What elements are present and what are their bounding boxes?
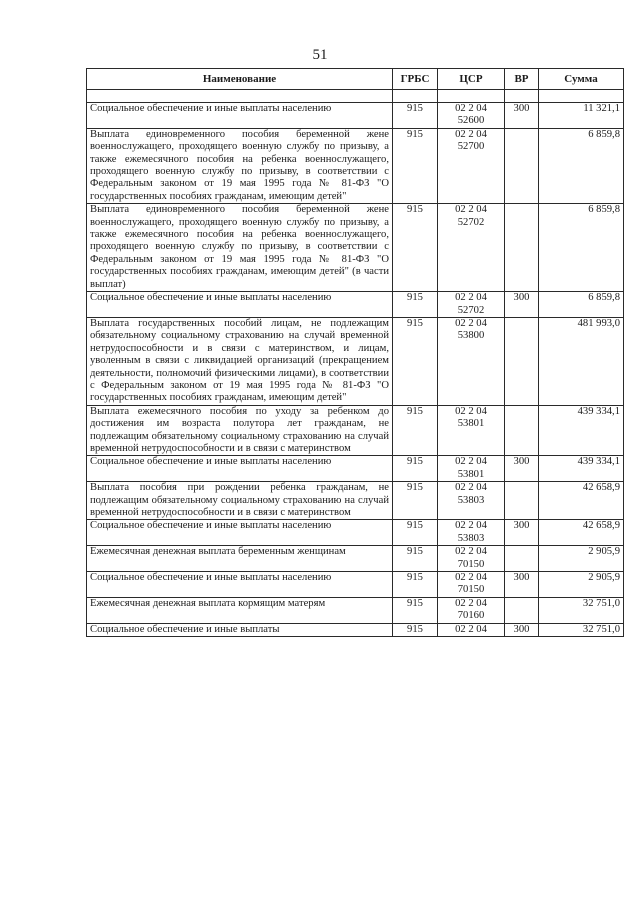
cell-csr: 02 2 04 53801: [438, 405, 505, 456]
cell-vr: [505, 405, 539, 456]
cell-name: Социальное обеспечение и иные выплаты населению: [87, 292, 393, 318]
cell-grbs: 915: [393, 456, 438, 482]
cell-name: Ежемесячная денежная выплата беременным женщинам: [87, 546, 393, 572]
cell-csr: 02 2 04 52700: [438, 128, 505, 203]
cell-vr: [505, 546, 539, 572]
table-body: [87, 90, 624, 637]
cell-vr: [505, 597, 539, 623]
table-row: [87, 292, 624, 318]
table-row: [87, 103, 624, 129]
cell-grbs: 915: [393, 405, 438, 456]
cell-grbs: 915: [393, 572, 438, 598]
cell-vr: 300: [505, 456, 539, 482]
table-row: [87, 546, 624, 572]
cell-grbs: 915: [393, 520, 438, 546]
cell-sum: 2 905,9: [539, 572, 624, 598]
table-row: [87, 128, 624, 203]
table-row: [87, 456, 624, 482]
cell-vr: 300: [505, 520, 539, 546]
cell-sum: 6 859,8: [539, 204, 624, 292]
cell-name: Выплата пособия при рождении ребенка гражданам, не подлежащим обязательному социальному страхованию на случай временной нетрудоспособности и в связи с материнством: [87, 482, 393, 520]
cell-name: Выплата единовременного пособия беременной жене военнослужащего, проходящего военную службу по призыву, а также ежемесячного пособия на ребенка военнослужащего, проходящего военную службу по призыву, в соответствии с Федеральным законом от 19 мая 1995 года № 81-ФЗ "О государственных пособиях гражданам, имеющим детей" (в части выплат): [87, 204, 393, 292]
cell-name: Выплата государственных пособий лицам, не подлежащим обязательному социальному страхованию на случай временной нетрудоспособности и в связи с материнством, и лицам, уволенным в связи с ликвидацией организаций (прекращением деятельности, полномочий физическими лицами), в соответствии с Федеральным законом от 19 мая 1995 года № 81-ФЗ "О государственных пособиях гражданам, имеющим детей": [87, 317, 393, 405]
cell-name: Социальное обеспечение и иные выплаты населению: [87, 456, 393, 482]
table-row: [87, 520, 624, 546]
table-row: [87, 204, 624, 292]
cell-vr: [505, 204, 539, 292]
cell-csr: 02 2 04 70150: [438, 572, 505, 598]
cell-sum: 6 859,8: [539, 292, 624, 318]
cell-vr: [505, 128, 539, 203]
cell-csr: 02 2 04 70150: [438, 546, 505, 572]
cell-sum: 2 905,9: [539, 546, 624, 572]
header-grbs: ГРБС: [393, 69, 438, 90]
cell-name: Выплата единовременного пособия беременной жене военнослужащего, проходящего военную службу по призыву, а также ежемесячного пособия на ребенка военнослужащего, проходящего военную службу по призыву, в соответствии с Федеральным законом от 19 мая 1995 года № 81-ФЗ "О государственных пособиях гражданам, имеющим детей": [87, 128, 393, 203]
cell-csr: 02 2 04 52702: [438, 204, 505, 292]
cell-csr: 02 2 04 52600: [438, 103, 505, 129]
header-sum: Сумма: [539, 69, 624, 90]
cell-grbs: 915: [393, 103, 438, 129]
cell-sum: 6 859,8: [539, 128, 624, 203]
cell-csr: 02 2 04 53801: [438, 456, 505, 482]
budget-table: [86, 68, 624, 637]
cell-name: Ежемесячная денежная выплата кормящим матерям: [87, 597, 393, 623]
cell-vr: 300: [505, 572, 539, 598]
cell-csr: 02 2 04 53803: [438, 520, 505, 546]
cell-vr: [505, 317, 539, 405]
cell-csr: 02 2 04 70160: [438, 597, 505, 623]
cell-name: Социальное обеспечение и иные выплаты: [87, 623, 393, 636]
cell-name: Социальное обеспечение и иные выплаты населению: [87, 103, 393, 129]
table-row: [87, 623, 624, 636]
cell-name: Социальное обеспечение и иные выплаты населению: [87, 520, 393, 546]
header-vr: ВР: [505, 69, 539, 90]
table-row: [87, 405, 624, 456]
cell-sum: 439 334,1: [539, 456, 624, 482]
cell-csr: 02 2 04 53803: [438, 482, 505, 520]
cell-sum: 11 321,1: [539, 103, 624, 129]
table-header-row: [87, 69, 624, 90]
cell-sum: 42 658,9: [539, 520, 624, 546]
cell-sum: 481 993,0: [539, 317, 624, 405]
cell-grbs: 915: [393, 623, 438, 636]
table-row: [87, 482, 624, 520]
cell-grbs: 915: [393, 128, 438, 203]
cell-grbs: 915: [393, 292, 438, 318]
cell-grbs: 915: [393, 204, 438, 292]
page-number: 51: [312, 47, 328, 63]
cell-csr: 02 2 04 52702: [438, 292, 505, 318]
cell-vr: [505, 482, 539, 520]
cell-sum: 439 334,1: [539, 405, 624, 456]
cell-grbs: 915: [393, 317, 438, 405]
cell-grbs: 915: [393, 597, 438, 623]
cell-vr: 300: [505, 292, 539, 318]
header-name: Наименование: [87, 69, 393, 90]
cell-vr: 300: [505, 103, 539, 129]
cell-name: Социальное обеспечение и иные выплаты населению: [87, 572, 393, 598]
table-row: [87, 597, 624, 623]
header-csr: ЦСР: [438, 69, 505, 90]
spacer-row: [87, 90, 624, 103]
cell-vr: 300: [505, 623, 539, 636]
table-row: [87, 572, 624, 598]
cell-name: Выплата ежемесячного пособия по уходу за ребенком до достижения им возраста полутора лет гражданам, не подлежащим обязательному социальному страхованию на случай временной нетрудоспособности и в связи с материнством: [87, 405, 393, 456]
table-row: [87, 317, 624, 405]
cell-csr: 02 2 04: [438, 623, 505, 636]
cell-csr: 02 2 04 53800: [438, 317, 505, 405]
cell-grbs: 915: [393, 546, 438, 572]
cell-sum: 32 751,0: [539, 623, 624, 636]
cell-sum: 42 658,9: [539, 482, 624, 520]
cell-sum: 32 751,0: [539, 597, 624, 623]
cell-grbs: 915: [393, 482, 438, 520]
